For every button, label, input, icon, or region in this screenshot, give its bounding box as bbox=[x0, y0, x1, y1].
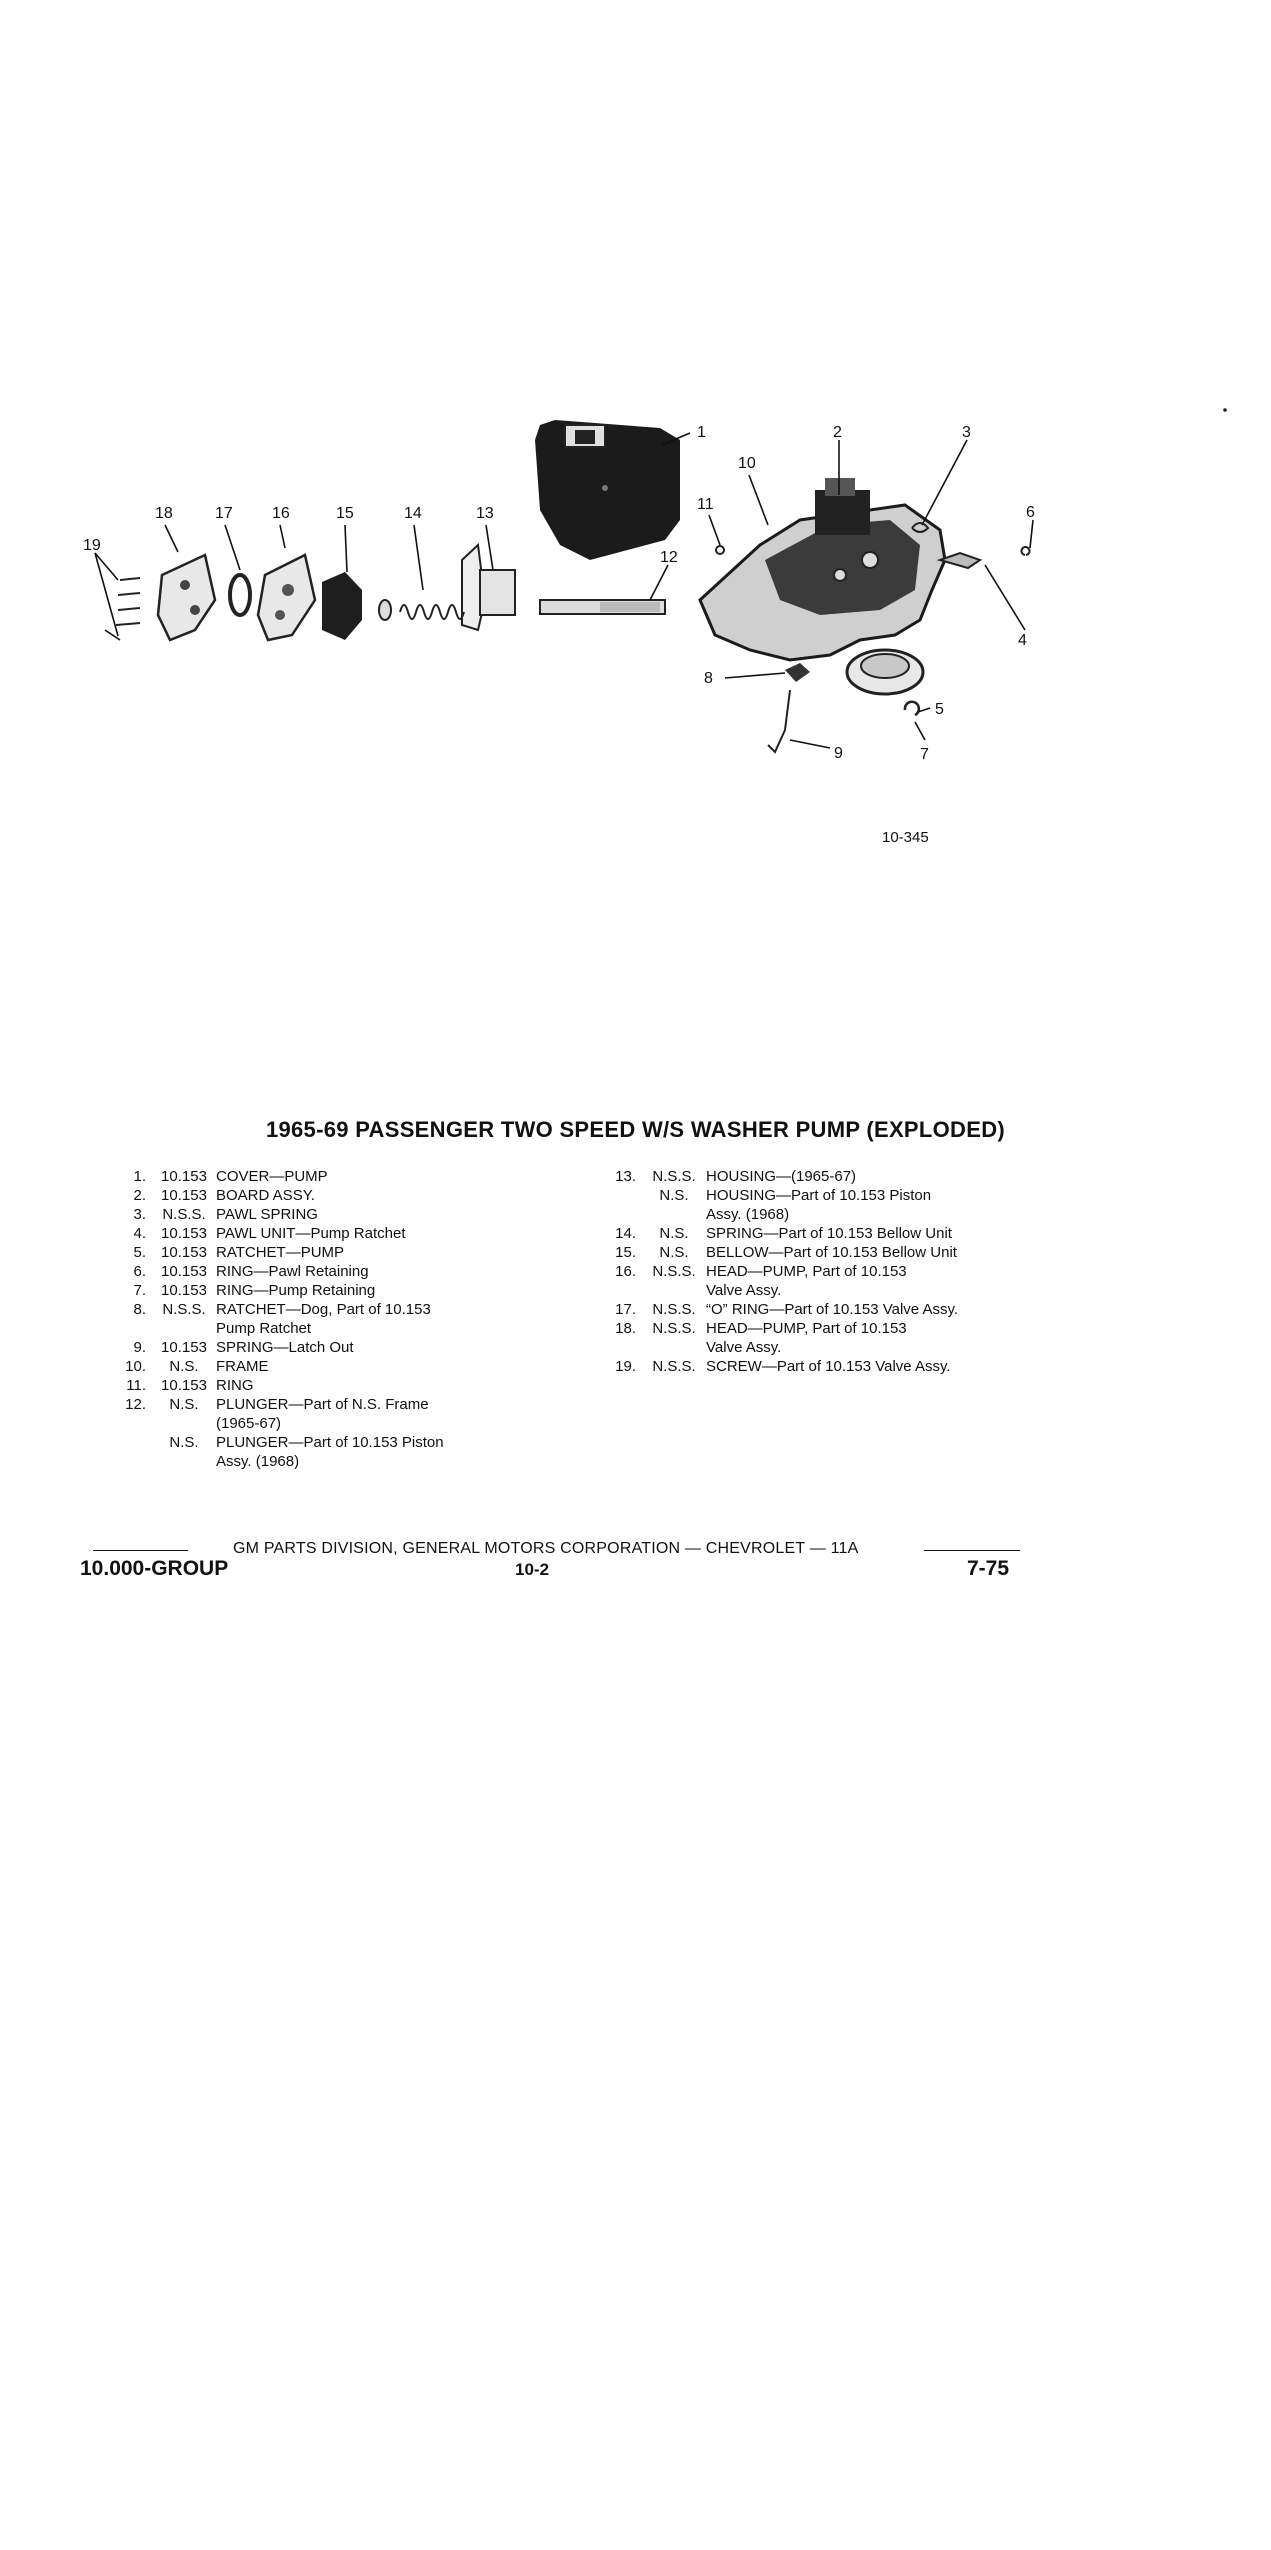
legend-item-code: 10.153 bbox=[161, 1282, 207, 1299]
legend-item-description: Pump Ratchet bbox=[216, 1320, 312, 1337]
legend-row bbox=[600, 1281, 1050, 1300]
callout-11: 11 bbox=[697, 496, 714, 513]
legend-item-code: 10.153 bbox=[161, 1168, 207, 1185]
legend-row bbox=[110, 1414, 510, 1433]
legend-row bbox=[600, 1262, 1050, 1281]
legend-item-code bbox=[642, 1281, 706, 1300]
legend-item-code: 10.153 bbox=[161, 1187, 207, 1204]
legend-row bbox=[600, 1300, 1050, 1319]
figure-code: 10-345 bbox=[882, 829, 929, 846]
legend-item-code: N.S.S. bbox=[162, 1206, 206, 1223]
legend-item-code: N.S.S. bbox=[652, 1320, 696, 1337]
legend-item-code: 10.153 bbox=[161, 1225, 207, 1242]
legend-item-description: HOUSING—Part of 10.153 Piston bbox=[706, 1187, 932, 1204]
legend-row bbox=[600, 1357, 1050, 1376]
legend-item-description: Assy. (1968) bbox=[216, 1453, 300, 1470]
legend-item-number: 19. bbox=[615, 1358, 636, 1375]
legend-item-description: FRAME bbox=[216, 1358, 269, 1375]
legend-item-code: N.S.S. bbox=[652, 1168, 696, 1185]
legend-item-description: Assy. (1968) bbox=[706, 1206, 790, 1223]
pawl-unit-illustration bbox=[940, 553, 980, 568]
legend-row bbox=[110, 1262, 510, 1281]
legend-item-number: 1. bbox=[133, 1168, 146, 1185]
legend-item-number: 17. bbox=[615, 1301, 636, 1318]
pump-frame-illustration bbox=[700, 478, 945, 660]
legend-item-code bbox=[152, 1452, 216, 1471]
legend-item-description: “O” RING—Part of 10.153 Valve Assy. bbox=[706, 1301, 959, 1318]
legend-row bbox=[110, 1376, 510, 1395]
latch-spring-illustration bbox=[768, 690, 790, 752]
legend-row bbox=[600, 1243, 1050, 1262]
callout-9: 9 bbox=[834, 745, 843, 762]
legend-item-number bbox=[600, 1281, 642, 1300]
legend-item-code: N.S.S. bbox=[652, 1301, 696, 1318]
legend-item-description: COVER—PUMP bbox=[216, 1168, 328, 1185]
legend-row bbox=[110, 1167, 510, 1186]
legend-item-code: 10.153 bbox=[161, 1244, 207, 1261]
legend-item-description: BELLOW—Part of 10.153 Bellow Unit bbox=[706, 1244, 957, 1261]
legend-item-description: RATCHET—PUMP bbox=[216, 1244, 345, 1261]
bellow-illustration bbox=[322, 572, 362, 640]
legend-item-number: 9. bbox=[133, 1339, 146, 1356]
legend-item-number bbox=[600, 1186, 642, 1205]
legend-row bbox=[110, 1357, 510, 1376]
callout-4: 4 bbox=[1018, 632, 1027, 649]
legend-item-number: 13. bbox=[615, 1168, 636, 1185]
pump-retaining-ring-illustration bbox=[905, 702, 919, 715]
plunger-illustration bbox=[540, 600, 665, 614]
callout-15: 15 bbox=[336, 505, 354, 522]
speck-mark bbox=[1223, 408, 1227, 412]
o-ring-illustration bbox=[230, 575, 250, 615]
pump-head-2-illustration bbox=[158, 555, 215, 640]
legend-item-description: HOUSING—(1965-67) bbox=[706, 1168, 857, 1185]
callout-1: 1 bbox=[697, 424, 706, 441]
legend-item-code: N.S. bbox=[169, 1358, 199, 1375]
legend-row bbox=[110, 1319, 510, 1338]
footer-rule-right bbox=[924, 1550, 1020, 1551]
legend-item-code: N.S. bbox=[659, 1187, 689, 1204]
legend-item-code: N.S.S. bbox=[652, 1263, 696, 1280]
legend-item-code: N.S. bbox=[169, 1434, 199, 1451]
legend-item-description: RING—Pump Retaining bbox=[216, 1282, 376, 1299]
legend-item-number: 12. bbox=[125, 1396, 146, 1413]
legend-item-number: 7. bbox=[133, 1282, 146, 1299]
footer-publisher: GM PARTS DIVISION, GENERAL MOTORS CORPORATION — CHEVROLET — 11A bbox=[233, 1540, 859, 1557]
callout-19: 19 bbox=[83, 537, 101, 554]
legend-item-description: HEAD—PUMP, Part of 10.153 bbox=[706, 1320, 907, 1337]
callout-10: 10 bbox=[738, 455, 756, 472]
legend-item-description: Valve Assy. bbox=[706, 1282, 782, 1299]
callout-5: 5 bbox=[935, 701, 944, 718]
legend-item-description: SPRING—Latch Out bbox=[216, 1339, 354, 1356]
legend-item-number: 4. bbox=[133, 1225, 146, 1242]
legend-row bbox=[110, 1338, 510, 1357]
footer-group: 10.000-GROUP bbox=[80, 1557, 229, 1580]
legend-row bbox=[110, 1395, 510, 1414]
legend-item-code bbox=[152, 1319, 216, 1338]
legend-row bbox=[600, 1224, 1050, 1243]
legend-row bbox=[110, 1205, 510, 1224]
screws-illustration bbox=[116, 578, 140, 625]
legend-item-number: 16. bbox=[615, 1263, 636, 1280]
callout-2: 2 bbox=[833, 424, 842, 441]
legend-item-number bbox=[600, 1338, 642, 1357]
callout-7: 7 bbox=[920, 746, 929, 763]
pump-head-illustration bbox=[258, 555, 315, 640]
pump-cover-illustration bbox=[535, 420, 680, 560]
legend-item-number: 11. bbox=[126, 1377, 146, 1394]
legend-row bbox=[600, 1205, 1050, 1224]
legend-item-code: 10.153 bbox=[161, 1263, 207, 1280]
callout-12: 12 bbox=[660, 549, 678, 566]
legend-item-code: N.S. bbox=[659, 1225, 689, 1242]
legend-item-description: PAWL UNIT—Pump Ratchet bbox=[216, 1225, 406, 1242]
parts-legend-left bbox=[110, 1167, 510, 1471]
ring-illustration bbox=[716, 546, 724, 554]
legend-item-code bbox=[642, 1205, 706, 1224]
legend-row bbox=[110, 1186, 510, 1205]
legend-item-number: 6. bbox=[133, 1263, 146, 1280]
legend-item-description: PLUNGER—Part of 10.153 Piston bbox=[216, 1434, 444, 1451]
legend-item-code: N.S. bbox=[659, 1244, 689, 1261]
page-title: 1965-69 PASSENGER TWO SPEED W/S WASHER PUMP (EXPLODED) bbox=[265, 1117, 1006, 1142]
legend-item-code: N.S. bbox=[169, 1396, 199, 1413]
callout-14: 14 bbox=[404, 505, 422, 522]
legend-item-number bbox=[110, 1414, 152, 1433]
legend-row bbox=[110, 1281, 510, 1300]
legend-item-description: RING—Pawl Retaining bbox=[216, 1263, 369, 1280]
legend-item-code: 10.153 bbox=[161, 1339, 207, 1356]
legend-item-description: PAWL SPRING bbox=[216, 1206, 318, 1223]
callout-16: 16 bbox=[272, 505, 290, 522]
exploded-view-diagram bbox=[0, 0, 1271, 900]
pawl-retaining-ring-illustration bbox=[1021, 547, 1029, 555]
legend-item-number bbox=[110, 1452, 152, 1471]
piston-housing-illustration bbox=[462, 545, 515, 630]
legend-item-number: 8. bbox=[133, 1301, 146, 1318]
legend-item-number bbox=[110, 1433, 152, 1452]
legend-item-code: N.S.S. bbox=[652, 1358, 696, 1375]
legend-item-number: 14. bbox=[615, 1225, 636, 1242]
callout-8: 8 bbox=[704, 670, 713, 687]
parts-legend-right bbox=[600, 1167, 1050, 1376]
legend-item-description: RING bbox=[216, 1377, 254, 1394]
legend-item-code bbox=[642, 1338, 706, 1357]
legend-item-number: 3. bbox=[133, 1206, 146, 1223]
legend-row bbox=[110, 1243, 510, 1262]
legend-row bbox=[600, 1167, 1050, 1186]
legend-item-number: 5. bbox=[133, 1244, 146, 1261]
footer-page-number: 10-2 bbox=[515, 1560, 550, 1579]
footer-rule-left bbox=[93, 1550, 188, 1551]
legend-item-number: 10. bbox=[125, 1358, 146, 1375]
legend-item-description: BOARD ASSY. bbox=[216, 1187, 315, 1204]
ratchet-illustration bbox=[847, 650, 923, 694]
legend-item-number: 18. bbox=[615, 1320, 636, 1337]
legend-row bbox=[110, 1433, 510, 1452]
legend-item-description: SPRING—Part of 10.153 Bellow Unit bbox=[706, 1225, 952, 1242]
legend-item-description: Valve Assy. bbox=[706, 1339, 782, 1356]
legend-row bbox=[110, 1300, 510, 1319]
legend-row bbox=[600, 1338, 1050, 1357]
legend-item-number bbox=[110, 1319, 152, 1338]
legend-item-description: RATCHET—Dog, Part of 10.153 bbox=[216, 1301, 431, 1318]
legend-item-number: 2. bbox=[133, 1187, 146, 1204]
callout-3: 3 bbox=[962, 424, 971, 441]
washer-illustration bbox=[379, 600, 391, 620]
callout-13: 13 bbox=[476, 505, 494, 522]
legend-item-description: PLUNGER—Part of N.S. Frame bbox=[216, 1396, 429, 1413]
callout-6: 6 bbox=[1026, 504, 1035, 521]
legend-item-description: SCREW—Part of 10.153 Valve Assy. bbox=[706, 1358, 951, 1375]
legend-row bbox=[600, 1319, 1050, 1338]
legend-row bbox=[600, 1186, 1050, 1205]
legend-item-code: 10.153 bbox=[161, 1377, 207, 1394]
callout-17: 17 bbox=[215, 505, 233, 522]
legend-row bbox=[110, 1452, 510, 1471]
spring-illustration bbox=[400, 605, 464, 619]
legend-item-code bbox=[152, 1414, 216, 1433]
footer-date: 7-75 bbox=[967, 1557, 1010, 1580]
callout-18: 18 bbox=[155, 505, 173, 522]
legend-item-code: N.S.S. bbox=[162, 1301, 206, 1318]
legend-item-number: 15. bbox=[615, 1244, 636, 1261]
legend-row bbox=[110, 1224, 510, 1243]
legend-item-description: HEAD—PUMP, Part of 10.153 bbox=[706, 1263, 907, 1280]
legend-item-number bbox=[600, 1205, 642, 1224]
legend-item-description: (1965-67) bbox=[216, 1415, 282, 1432]
ratchet-dog-illustration bbox=[785, 663, 810, 682]
